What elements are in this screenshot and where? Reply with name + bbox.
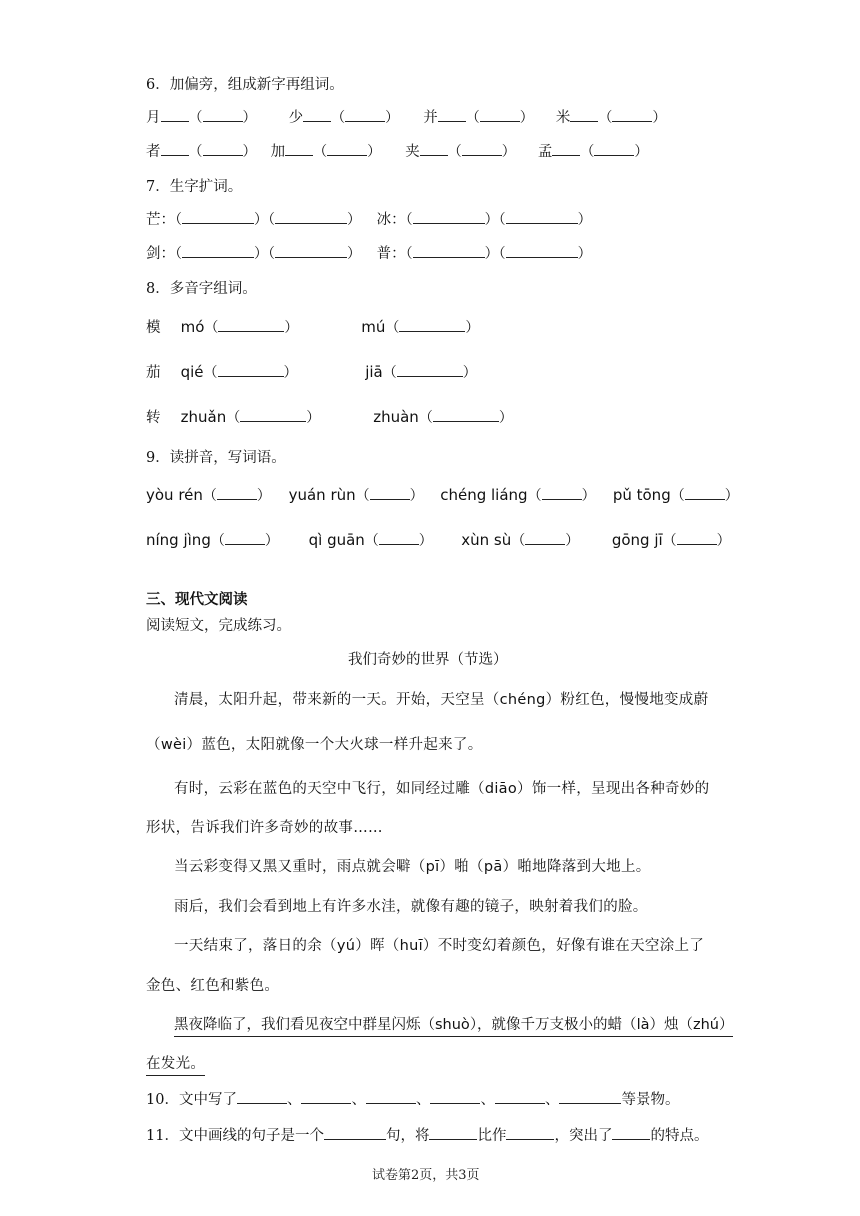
- radical-char: 夹: [405, 144, 420, 160]
- pinyin-annotation: yú: [336, 938, 356, 954]
- char-blank[interactable]: [570, 107, 598, 122]
- radical-char: 月: [146, 110, 161, 126]
- char-blank[interactable]: [552, 141, 580, 156]
- polyphone-char: 模: [146, 320, 161, 336]
- word-blank[interactable]: [413, 243, 485, 258]
- pinyin: níng jìng: [146, 531, 211, 549]
- word-blank[interactable]: [542, 485, 582, 500]
- word-blank[interactable]: [203, 107, 243, 122]
- q9-item: qì guān（ ）: [308, 531, 433, 549]
- pinyin-annotation: là: [636, 1017, 650, 1033]
- pinyin: qié: [180, 363, 204, 381]
- q7-item: 剑：（ ）（ ）: [146, 242, 372, 263]
- pinyin: zhuǎn: [180, 408, 227, 426]
- answer-blank[interactable]: [366, 1089, 416, 1104]
- pinyin: qì guān: [308, 531, 365, 549]
- answer-blank[interactable]: [506, 1125, 554, 1140]
- char-blank[interactable]: [420, 141, 448, 156]
- pinyin-annotation: shuò: [435, 1017, 470, 1033]
- char-blank[interactable]: [303, 107, 331, 122]
- answer-blank[interactable]: [237, 1089, 287, 1104]
- q6-item: 加 （ ）: [271, 140, 401, 161]
- q6-row-2: [146, 140, 648, 161]
- q6-item: 夹 （ ）: [405, 140, 533, 161]
- char-blank[interactable]: [438, 107, 466, 122]
- pinyin: yuán rùn: [288, 486, 356, 504]
- q10: 10．文中写了 、 、 、 、 、 等景物。: [146, 1088, 679, 1109]
- passage-line: 形状，告诉我们许多奇妙的故事……: [146, 820, 383, 836]
- q9-item: yuán rùn（ ）: [288, 486, 424, 504]
- word-blank[interactable]: [275, 243, 347, 258]
- q6-item: 月 （ ）: [146, 106, 284, 127]
- q7-item: 普：（ ）（ ）: [377, 242, 592, 263]
- polyphone-char: 茄: [146, 365, 161, 381]
- pinyin: gōng jī: [611, 531, 663, 549]
- q10-text-end: 等景物。: [621, 1092, 680, 1108]
- word-blank[interactable]: [379, 530, 419, 545]
- word-blank[interactable]: [182, 243, 254, 258]
- pinyin: zhuàn: [373, 408, 419, 426]
- word-blank[interactable]: [218, 362, 284, 377]
- word-blank[interactable]: [225, 530, 265, 545]
- pinyin-annotation: diāo: [484, 781, 518, 797]
- answer-blank[interactable]: [324, 1125, 386, 1140]
- word-blank[interactable]: [462, 141, 502, 156]
- q8-row-1: 模 mó（ ） mú（ ）: [146, 318, 480, 336]
- word-blank[interactable]: [182, 209, 254, 224]
- q7-char: 冰：: [376, 212, 406, 228]
- word-blank[interactable]: [413, 209, 485, 224]
- q6-item: 孟 （ ）: [538, 140, 649, 161]
- pinyin: mú: [361, 318, 386, 336]
- pinyin-annotation: chéng: [499, 692, 546, 708]
- passage-line: （wèi）蓝色，太阳就像一个大火球一样升起来了。: [146, 737, 483, 753]
- underlined-sentence-end: 在发光。: [146, 1052, 205, 1076]
- char-blank[interactable]: [285, 141, 313, 156]
- pinyin: pǔ tōng: [612, 486, 671, 504]
- q6-item: 米 （ ）: [556, 106, 667, 127]
- pinyin-annotation: pī: [425, 859, 440, 875]
- radical-char: 少: [288, 110, 304, 126]
- answer-blank[interactable]: [301, 1089, 351, 1104]
- q9-item: xùn sù（ ）: [461, 531, 580, 549]
- word-blank[interactable]: [677, 530, 717, 545]
- pinyin-annotation: wèi: [160, 737, 187, 753]
- passage-line: 当云彩变得又黑又重时，雨点就会噼（pī）啪（pā）啪地降落到大地上。: [174, 859, 651, 875]
- underlined-sentence: 黑夜降临了，我们看见夜空中群星闪烁（shuò），就像千万支极小的蜡（là）烛（zhú）: [174, 1013, 733, 1037]
- answer-blank[interactable]: [559, 1089, 621, 1104]
- word-blank[interactable]: [370, 485, 410, 500]
- word-blank[interactable]: [612, 107, 652, 122]
- page-footer: 试卷第2页，共3页: [372, 1168, 480, 1183]
- word-blank[interactable]: [397, 362, 463, 377]
- q7-char: 普：: [376, 246, 406, 262]
- word-blank[interactable]: [240, 407, 306, 422]
- radical-char: 者: [146, 144, 161, 160]
- q9-item: yòu rén（ ）: [146, 486, 271, 504]
- passage-line: 有时，云彩在蓝色的天空中飞行，如同经过雕（diāo）饰一样，呈现出各种奇妙的: [174, 781, 710, 797]
- passage-line: 金色、红色和紫色。: [146, 978, 280, 994]
- q6-item: 少 （ ）: [289, 106, 419, 127]
- q7-char: 剑：: [146, 246, 175, 262]
- word-blank[interactable]: [327, 141, 367, 156]
- q9-title: 9．读拼音，写词语。: [146, 450, 286, 466]
- polyphone-char: 转: [146, 410, 161, 426]
- q9-item: gōng jī（ ）: [611, 531, 731, 549]
- answer-blank[interactable]: [429, 1125, 477, 1140]
- answer-blank[interactable]: [430, 1089, 480, 1104]
- passage-line: 雨后，我们会看到地上有许多水洼，就像有趣的镜子，映射着我们的脸。: [174, 899, 648, 915]
- q6-row-1: [146, 106, 666, 127]
- section-instruction: 阅读短文，完成练习。: [146, 618, 291, 634]
- q11: 11．文中画线的句子是一个 句，将 比作 ，突出了 的特点。: [146, 1124, 708, 1145]
- q9-row-1: [146, 485, 739, 505]
- word-blank[interactable]: [480, 107, 520, 122]
- word-blank[interactable]: [506, 243, 578, 258]
- word-blank[interactable]: [685, 485, 725, 500]
- q6-item: 并 （ ）: [423, 106, 551, 127]
- word-blank[interactable]: [218, 317, 284, 332]
- q9-row-2: [146, 530, 731, 550]
- q9-item: pǔ tōng（ ）: [612, 486, 739, 504]
- q7-row-2: [146, 242, 592, 263]
- pinyin: jiā: [365, 363, 383, 381]
- q6-item: 者 （ ）: [146, 140, 266, 161]
- char-blank[interactable]: [161, 141, 189, 156]
- q7-row-1: [146, 208, 592, 229]
- word-blank[interactable]: [525, 530, 565, 545]
- pinyin: chéng liáng: [440, 486, 528, 504]
- passage-line: 一天结束了，落日的余（yú）晖（huī）不时变幻着颜色，好像有谁在天空涂上了: [174, 938, 705, 954]
- word-blank[interactable]: [399, 317, 465, 332]
- answer-blank[interactable]: [612, 1125, 650, 1140]
- word-blank[interactable]: [275, 209, 347, 224]
- pinyin: xùn sù: [461, 531, 512, 549]
- radical-char: 并: [423, 110, 438, 126]
- passage-title: 我们奇妙的世界（节选）: [348, 652, 508, 668]
- pinyin-annotation: pā: [483, 859, 503, 875]
- q7-char: 芒：: [146, 212, 175, 228]
- pinyin: mó: [180, 318, 205, 336]
- word-blank[interactable]: [345, 107, 385, 122]
- word-blank[interactable]: [594, 141, 634, 156]
- pinyin: yòu rén: [146, 486, 203, 504]
- section-title: 三、现代文阅读: [146, 592, 248, 608]
- q8-row-3: 转 zhuǎn（ ） zhuàn（ ）: [146, 408, 513, 426]
- q9-item: chéng liáng（ ）: [440, 486, 596, 504]
- q10-text: 10．文中写了: [146, 1092, 237, 1108]
- q9-item: níng jìng（ ）: [146, 531, 279, 549]
- q7-item: 冰：（ ）（ ）: [377, 208, 592, 229]
- q7-item: 芒：（ ）（ ）: [146, 208, 372, 229]
- char-blank[interactable]: [161, 107, 189, 122]
- q8-row-2: 茄 qié（ ） jiā（ ）: [146, 363, 477, 381]
- word-blank[interactable]: [217, 485, 257, 500]
- answer-blank[interactable]: [495, 1089, 545, 1104]
- word-blank[interactable]: [506, 209, 578, 224]
- q11-text: 11．文中画线的句子是一个: [146, 1128, 324, 1144]
- word-blank[interactable]: [203, 141, 243, 156]
- q6-title: 6．加偏旁，组成新字再组词。: [146, 77, 344, 93]
- radical-char: 加: [270, 144, 286, 160]
- pinyin-annotation: huī: [399, 938, 423, 954]
- radical-char: 孟: [537, 144, 553, 160]
- radical-char: 米: [555, 110, 571, 126]
- q8-title: 8．多音字组词。: [146, 281, 257, 297]
- passage-line: 清晨，太阳升起，带来新的一天。开始，天空呈（chéng）粉红色，慢慢地变成蔚: [174, 692, 709, 708]
- word-blank[interactable]: [433, 407, 499, 422]
- pinyin-annotation: zhú: [692, 1017, 719, 1033]
- q7-title: 7．生字扩词。: [146, 179, 243, 195]
